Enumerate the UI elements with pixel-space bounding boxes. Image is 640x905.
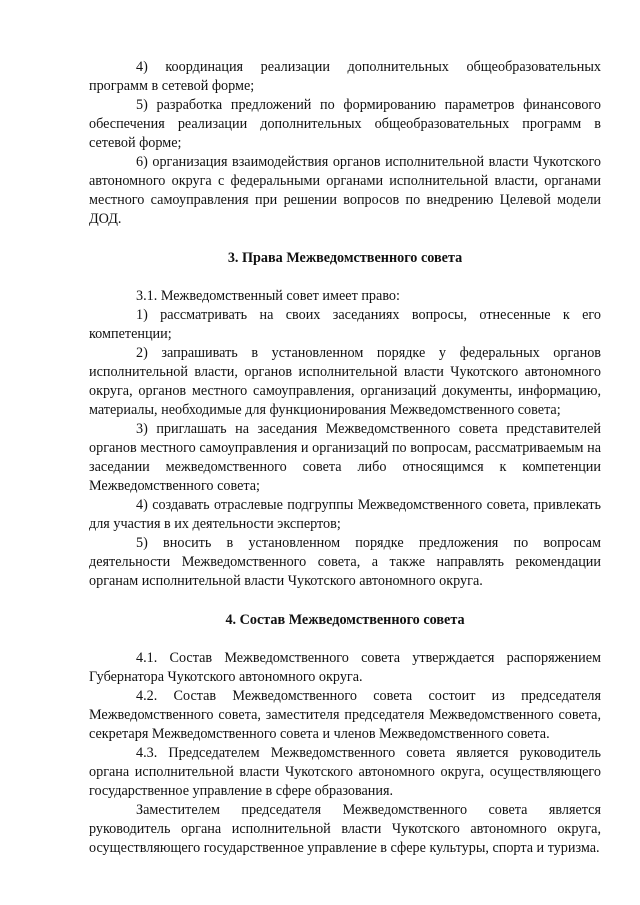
paragraph-4-coordination: 4) координация реализации дополнительных общеобразовательных программ в сетевой форме;: [89, 59, 601, 94]
spacer: [89, 591, 601, 611]
spacer: [89, 630, 601, 649]
paragraph-3-1-item-4: 4) создавать отраслевые подгруппы Межведомственного совета, привлекать для участия в их деятельности экспертов;: [89, 497, 601, 532]
section-3-heading: 3. Права Межведомственного совета: [227, 250, 463, 266]
section-4-heading: 4. Состав Межведомственного совета: [225, 612, 465, 628]
paragraph-4-2: 4.2. Состав Межведомственного совета состоит из председателя Межведомственного совета, заместителя председателя Межведомственного совета, секретаря Межведомственного совета и членов Межведомственного совета.: [89, 688, 601, 742]
paragraph-6-interaction: 6) организация взаимодействия органов исполнительной власти Чукотского автономного округа с федеральными органами исполнительной власти, органами местного самоуправления при решении вопросов по внедрению Целевой модели ДОД.: [89, 154, 601, 227]
paragraph-3-1-item-3: 3) приглашать на заседания Межведомственного совета представителей органов местного самоуправления и организаций по вопросам, рассматриваемым на заседании межведомственного совета либо относящимся к компетенции Межведомственного совета;: [89, 421, 601, 494]
document-page: [89, 58, 601, 858]
paragraph-3-1: 3.1. Межведомственный совет имеет право:: [136, 288, 400, 304]
paragraph-5-funding-proposals: 5) разработка предложений по формированию параметров финансового обеспечения реализации дополнительных общеобразовательных программ в сетевой форме;: [89, 97, 601, 151]
paragraph-4-1: 4.1. Состав Межведомственного совета утверждается распоряжением Губернатора Чукотского автономного округа.: [89, 650, 601, 685]
paragraph-3-1-item-2: 2) запрашивать в установленном порядке у федеральных органов исполнительной власти, органов исполнительной власти Чукотского автономного округа, органов местного самоуправления, организаций документы, информацию, материалы, необходимые для функционирования Межведомственного совета;: [89, 345, 601, 418]
paragraph-3-1-item-1: 1) рассматривать на своих заседаниях вопросы, отнесенные к его компетенции;: [89, 307, 601, 342]
paragraph-deputy-chairman: Заместителем председателя Межведомственного совета является руководитель органа исполнительной власти Чукотского автономного округа, осуществляющего государственное управление в сфере культуры, спорта и туризма.: [89, 802, 601, 856]
paragraph-4-3: 4.3. Председателем Межведомственного совета является руководитель органа исполнительной власти Чукотского автономного округа, осуществляющего государственное управление в сфере образования.: [89, 745, 601, 799]
spacer: [89, 268, 601, 287]
paragraph-3-1-item-5: 5) вносить в установленном порядке предложения по вопросам деятельности Межведомственного совета, а также направлять рекомендации органам исполнительной власти Чукотского автономного округа.: [89, 535, 601, 589]
spacer: [89, 229, 601, 249]
